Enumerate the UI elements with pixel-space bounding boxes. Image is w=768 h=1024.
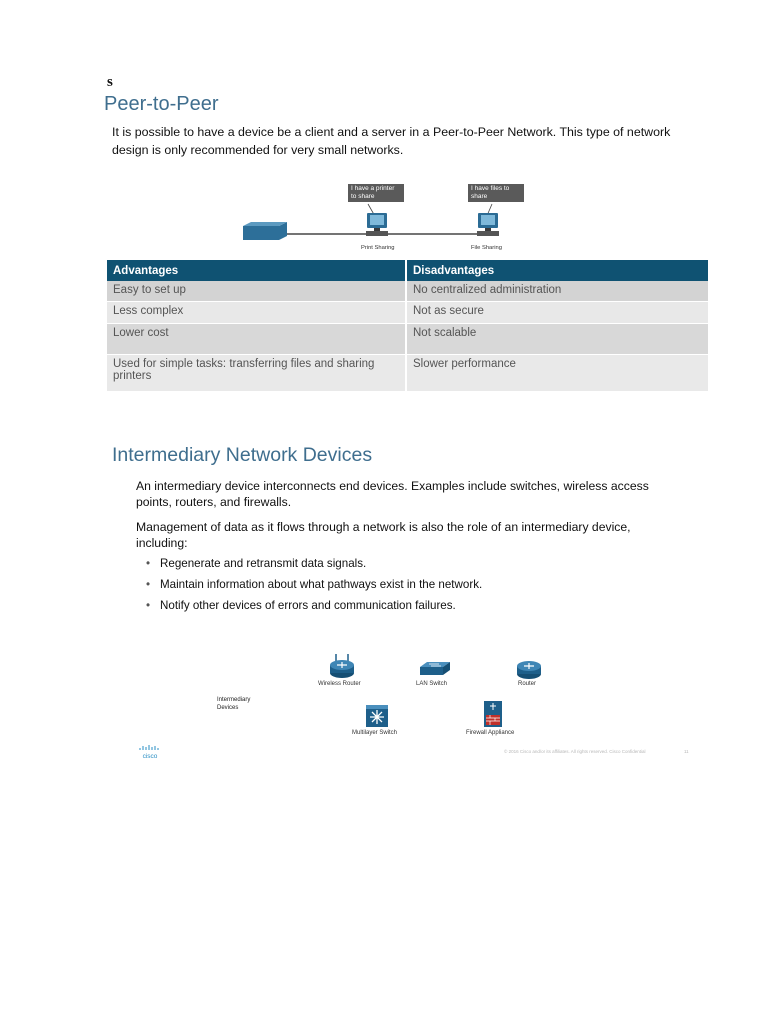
tooltip-printer: I have a printer to share [348, 184, 404, 202]
paragraph-management: Management of data as it flows through a network is also the role of an intermediary device, including: [136, 520, 631, 550]
printer-icon [241, 220, 289, 242]
table-cell: Slower performance [406, 355, 708, 392]
paragraph-intermediary: An intermediary device interconnects end devices. Examples include switches, wireless access points, routers, and firewalls. [136, 479, 649, 509]
multilayer-switch-icon [365, 704, 389, 728]
header-disadvantages: Disadvantages [406, 260, 708, 281]
bullet-icon: • [146, 578, 151, 591]
table-row [107, 324, 708, 355]
peer-to-peer-diagram [108, 178, 708, 260]
section-title: Intermediary Network Devices [112, 444, 373, 466]
label-router: Router [518, 681, 537, 687]
list-item-text: Regenerate and retransmit data signals. [160, 557, 367, 570]
table-cell: Easy to set up [107, 281, 406, 302]
list-item [146, 599, 666, 620]
lan-switch-icon [419, 661, 451, 677]
cisco-logo [138, 745, 162, 760]
intermediary-devices-label: Intermediary Devices [217, 697, 251, 711]
bullet-icon: • [146, 599, 151, 612]
pc-print-icon [364, 212, 390, 238]
table-row [107, 302, 708, 324]
bullet-icon: • [146, 557, 151, 570]
table-cell: No centralized administration [406, 281, 708, 302]
corner-letter: s [107, 74, 113, 90]
firewall-appliance-icon [482, 700, 504, 728]
table-header-row [107, 260, 708, 281]
table-cell: Less complex [107, 302, 406, 324]
table-cell: Not as secure [406, 302, 708, 324]
table-cell: Not scalable [406, 324, 708, 355]
caption-print-sharing: Print Sharing [361, 245, 395, 251]
list-item [146, 557, 666, 578]
label-lan-switch: LAN Switch [416, 681, 448, 687]
table-row [107, 281, 708, 302]
list-item-text: Notify other devices of errors and communication failures. [160, 599, 456, 612]
copyright-text: © 2016 Cisco and/or its affiliates. All rights reserved. Cisco Confidential [504, 749, 646, 754]
table-cell: Lower cost [107, 324, 406, 355]
intro-paragraph: It is possible to have a device be a client and a server in a Peer-to-Peer Network. This type of network design is only recommended for very small networks. [112, 125, 671, 157]
list-item-text: Maintain information about what pathways exist in the network. [160, 578, 483, 591]
header-advantages: Advantages [107, 260, 406, 281]
page-number: 11 [684, 749, 689, 754]
cisco-logo-text: cisco [142, 753, 158, 760]
label-wireless-router: Wireless Router [318, 681, 361, 687]
caption-file-sharing: File Sharing [471, 245, 502, 251]
bullet-list [146, 557, 666, 620]
pc-file-icon [475, 212, 501, 238]
wireless-router-icon [329, 653, 355, 679]
table-cell: Used for simple tasks: transferring files and sharing printers [107, 355, 406, 392]
advantages-table [107, 260, 708, 392]
label-firewall-appliance: Firewall Appliance [466, 730, 515, 736]
label-multilayer-switch: Multilayer Switch [352, 730, 398, 736]
tooltip-files: I have files to share [468, 184, 524, 202]
page-title: Peer-to-Peer [104, 93, 219, 115]
cisco-bars-icon [138, 745, 162, 751]
list-item [146, 578, 666, 599]
router-icon [516, 660, 542, 680]
table-row [107, 355, 708, 392]
network-link-icon [108, 178, 708, 260]
